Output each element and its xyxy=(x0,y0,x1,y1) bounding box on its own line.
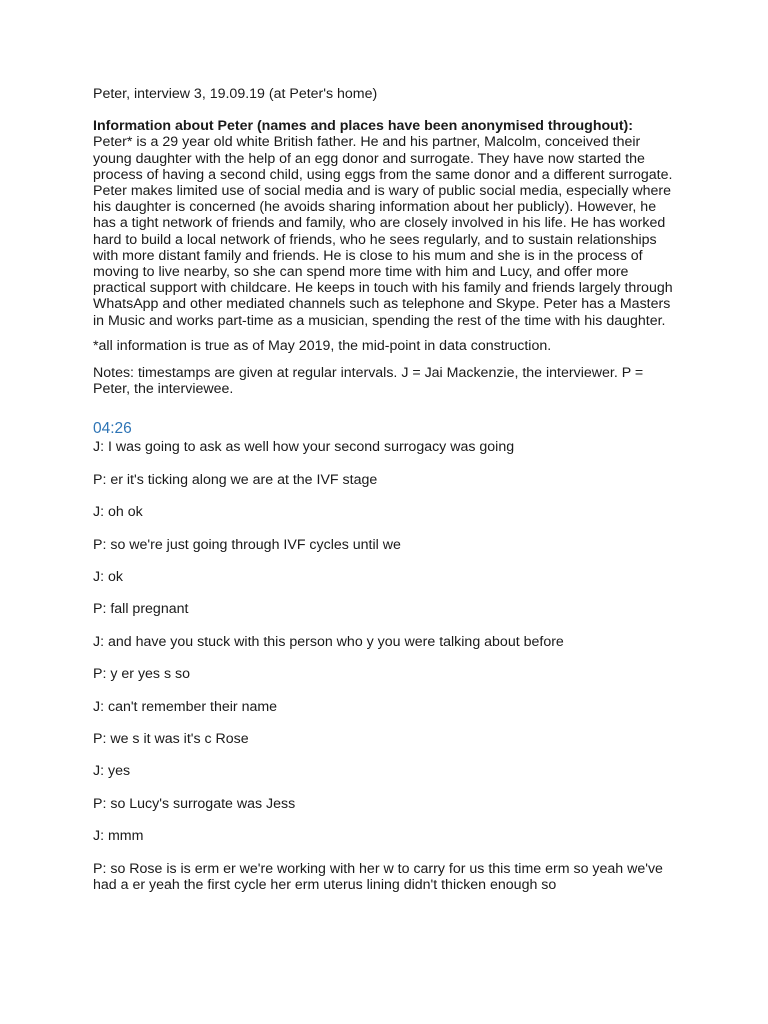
transcript-line: P: we s it was it's c Rose xyxy=(93,730,249,747)
transcript-line: P: er it's ticking along we are at the IVF stage xyxy=(93,471,378,488)
transcript-line: P: so we're just going through IVF cycles until we xyxy=(93,536,401,553)
transcript-line: P: fall pregnant xyxy=(93,601,189,618)
transcript-line: J: ok xyxy=(93,569,123,586)
transcript-line: J: mmm xyxy=(93,828,144,845)
transcript-line: J: oh ok xyxy=(93,504,143,521)
info-heading: Information about Peter (names and places have been anonymised throughout): xyxy=(93,118,633,135)
transcript-line: P: y er yes s so xyxy=(93,666,190,683)
transcript-line: J: I was going to ask as well how your second surrogacy was going xyxy=(93,439,515,456)
transcript-line: J: and have you stuck with this person who y you were talking about before xyxy=(93,633,564,650)
timestamp: 04:26 xyxy=(93,420,132,438)
transcript-line: J: yes xyxy=(93,763,131,780)
transcript-line: P: so Lucy's surrogate was Jess xyxy=(93,795,296,812)
transcript-line: J: can't remember their name xyxy=(93,698,278,715)
notes: Notes: timestamps are given at regular intervals. J = Jai Mackenzie, the interviewer. P = Peter, the interviewee. xyxy=(93,365,644,398)
footnote: *all information is true as of May 2019, the mid-point in data construction. xyxy=(93,337,552,354)
info-body: Peter* is a 29 year old white British father. He and his partner, Malcolm, conceived their young daughter with the help of an egg donor and surrogate. They have now started the process of having a second child, using eggs from the same donor and a different surrogate. Peter makes limited use of social media and is wary of public social media, especially where his daughter is concerned (he avoids sharing information about her publicly). However, he has a tight network of friends and family, who are closely involved in his life. He has worked hard to build a local network of friends, who he sees regularly, and to sustain relationships with more distant family and friends. He is close to his mum and she is in the process of moving to live nearby, so she can spend more time with him and Lucy, and offer more practical support with childcare. He keeps in touch with his family and friends largely through WhatsApp and other mediated channels such as telephone and Skype. Peter has a Masters in Music and works part-time as a musician, spending the rest of the time with his daughter. xyxy=(93,134,673,329)
interview-title-line: Peter, interview 3, 19.09.19 (at Peter's home) xyxy=(93,86,378,102)
info-section xyxy=(93,118,675,329)
transcript-line: P: so Rose is is erm er we're working with her w to carry for us this time erm so yeah we've had a er yeah the first cycle her erm uterus lining didn't thicken enough so xyxy=(93,860,663,893)
transcript xyxy=(93,439,675,892)
